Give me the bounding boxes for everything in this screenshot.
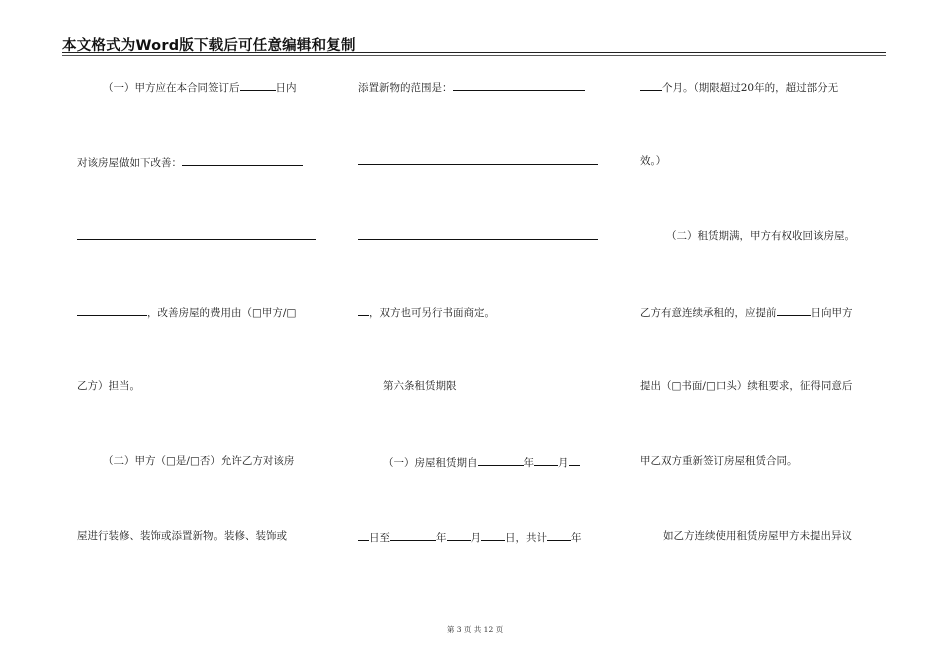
text: 乙方有意连续承租的，应提前 — [640, 307, 777, 319]
blank-line — [77, 239, 316, 240]
col1-line6 — [103, 454, 294, 468]
col2-line7 — [358, 529, 582, 543]
text: 甲乙双方重新签订房屋租赁合同。 — [640, 455, 798, 467]
blank-field — [447, 529, 471, 541]
text: 年 — [436, 532, 447, 544]
section-heading: 第六条租赁期限 — [383, 380, 457, 392]
blank-field — [777, 304, 811, 316]
col1-line5 — [77, 379, 140, 393]
text: 年 — [571, 532, 582, 544]
col3-line6 — [640, 454, 798, 468]
col2-line4 — [358, 304, 495, 318]
col3-line4 — [640, 304, 853, 318]
col1-line4 — [77, 304, 296, 318]
text: 年 — [523, 457, 534, 469]
blank-field — [240, 79, 276, 91]
text: 日，共计 — [505, 532, 547, 544]
col1-line1 — [103, 79, 297, 93]
text: 如乙方连续使用租赁房屋甲方未提出异议 — [663, 530, 852, 542]
text: ，双方也可另行书面商定。 — [369, 307, 495, 319]
blank-field — [390, 529, 436, 541]
page-footer: 第 3 页 共 12 页 — [446, 625, 504, 634]
text: （一）房屋租赁期自 — [383, 457, 478, 469]
col1-line7 — [77, 529, 287, 543]
text: 对该房屋做如下改善： — [77, 157, 182, 169]
text: 屋进行装修、装饰或添置新物。装修、装饰或 — [77, 530, 287, 542]
blank-field — [547, 529, 571, 541]
col2-line6 — [383, 454, 580, 468]
header-rule — [62, 52, 886, 53]
blank-line — [358, 239, 598, 240]
blank-field — [182, 154, 303, 166]
col1-line2 — [77, 154, 303, 168]
blank-field — [481, 529, 505, 541]
col2-line5-heading — [383, 379, 457, 393]
text: 日至 — [369, 532, 390, 544]
text: （二）租赁期满，甲方有权收回该房屋。 — [666, 230, 855, 242]
text: 月 — [470, 532, 481, 544]
col3-line3 — [666, 229, 855, 243]
col3-line2 — [640, 154, 666, 168]
text: （二）甲方（□是/□否）允许乙方对该房 — [103, 455, 295, 467]
col3-line7 — [663, 529, 852, 543]
text: 日向甲方 — [810, 307, 853, 319]
blank-field — [77, 304, 147, 316]
header-rule-thin — [62, 55, 886, 56]
text: 乙方）担当。 — [77, 380, 140, 392]
col2-line1 — [358, 79, 585, 93]
col3-line5 — [640, 379, 852, 393]
blank-field — [358, 529, 369, 541]
blank-field — [640, 79, 662, 91]
blank-field — [534, 454, 558, 466]
blank-field — [569, 454, 580, 466]
blank-field — [453, 79, 585, 91]
blank-field — [358, 304, 369, 316]
blank-field — [478, 454, 524, 466]
text: 提出（□书面/□口头）续租要求，征得同意后 — [640, 380, 853, 392]
col3-line1 — [640, 79, 838, 93]
blank-line — [358, 164, 598, 165]
text: （一）甲方应在本合同签订后 — [103, 82, 240, 94]
text: 添置新物的范围是： — [358, 82, 453, 94]
text: 日内 — [275, 82, 297, 94]
document-header-title: 本文格式为Word版下载后可任意编辑和复制 — [62, 38, 356, 54]
text: 个月。（期限超过20年的，超过部分无 — [662, 82, 839, 94]
text: 效。） — [640, 155, 667, 167]
text: ，改善房屋的费用由（□甲方/□ — [147, 307, 297, 319]
text: 月 — [558, 457, 569, 469]
